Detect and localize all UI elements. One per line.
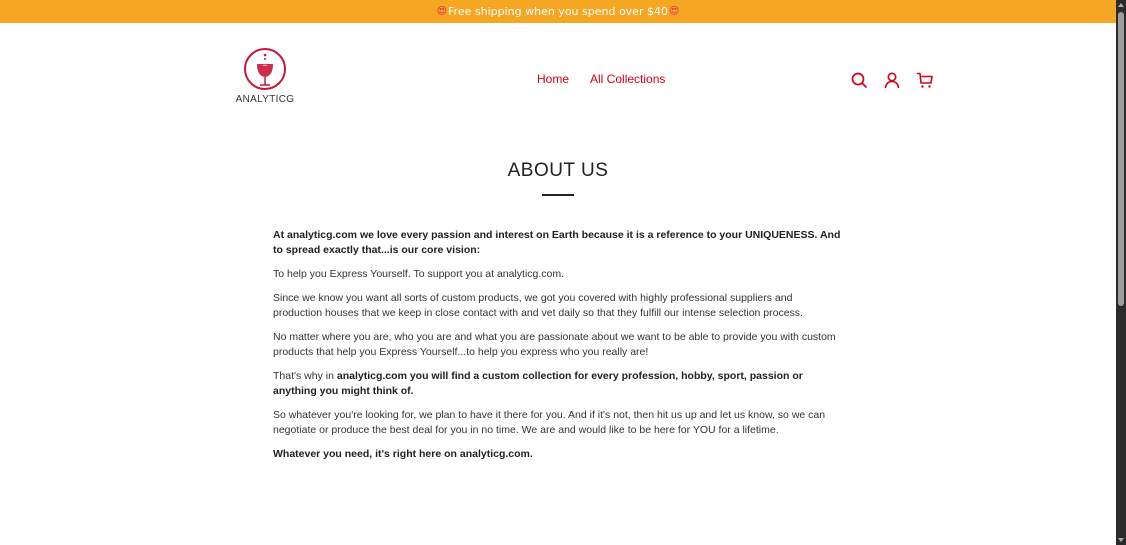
scroll-down-arrow-icon[interactable] <box>1118 538 1124 542</box>
paragraph-text: To help you Express Yourself. To support you at analyticg.com. <box>273 268 565 280</box>
paragraph <box>273 447 843 462</box>
wine-glass-logo-icon <box>243 47 287 91</box>
paragraph <box>273 330 843 360</box>
logo-link[interactable] <box>234 47 296 105</box>
scrollbar-thumb[interactable] <box>1118 12 1124 306</box>
page-title: ABOUT US <box>507 160 609 181</box>
header-icons <box>850 71 934 89</box>
paragraph-bold-text: analyticg.com you will find a custom collection for every profession, hobby, sport, passion or anything you might think of. <box>273 370 803 397</box>
nav-home[interactable]: Home <box>537 72 570 86</box>
scroll-up-arrow-icon[interactable] <box>1118 3 1124 7</box>
paragraph <box>273 408 843 438</box>
search-icon[interactable] <box>850 71 868 89</box>
paragraph-text: No matter where you are, who you are and what you are passionate about we want to be able to provide you with custom products that help you Express Yourself...to help you express who you really are! <box>273 331 836 358</box>
paragraph-bold-text: At analyticg.com we love every passion and interest on Earth because it is a reference to your UNIQUENESS. And to spread exactly that...is our core vision: <box>273 229 841 256</box>
brand-name: ANALYTICG <box>235 94 295 105</box>
vertical-scrollbar[interactable] <box>1116 0 1126 545</box>
about-content <box>0 160 1116 460</box>
heart-eyes-emoji-icon: 😍 <box>668 6 680 17</box>
paragraph <box>273 267 843 282</box>
nav-all-collections[interactable]: All Collections <box>590 72 666 86</box>
paragraph-text: That's why in <box>273 370 337 382</box>
announcement-bar <box>0 0 1116 23</box>
paragraph <box>273 228 843 258</box>
site-header <box>0 23 1116 133</box>
paragraph-text: So whatever you're looking for, we plan to have it there for you. And if it's not, then hit us up and let us know, so we can negotiate or produce the best deal for you in no time. We are and would like to be here for YOU for a lifetime. <box>273 409 826 436</box>
heart-eyes-emoji-icon: 😍 <box>436 6 448 17</box>
account-icon[interactable] <box>883 71 901 89</box>
paragraph <box>273 369 843 399</box>
main-nav <box>537 72 665 86</box>
paragraph-text: Since we know you want all sorts of custom products, we got you covered with highly professional suppliers and production houses that we keep in close contact with and vet daily so that they fulfill our intense selection process. <box>273 292 803 319</box>
cart-icon[interactable] <box>916 71 934 89</box>
about-body <box>273 228 843 471</box>
title-divider <box>542 194 574 196</box>
paragraph-bold-text: Whatever you need, it's right here on analyticg.com. <box>273 448 533 460</box>
paragraph <box>273 291 843 321</box>
announcement-text: Free shipping when you spend over $40 <box>448 5 668 18</box>
